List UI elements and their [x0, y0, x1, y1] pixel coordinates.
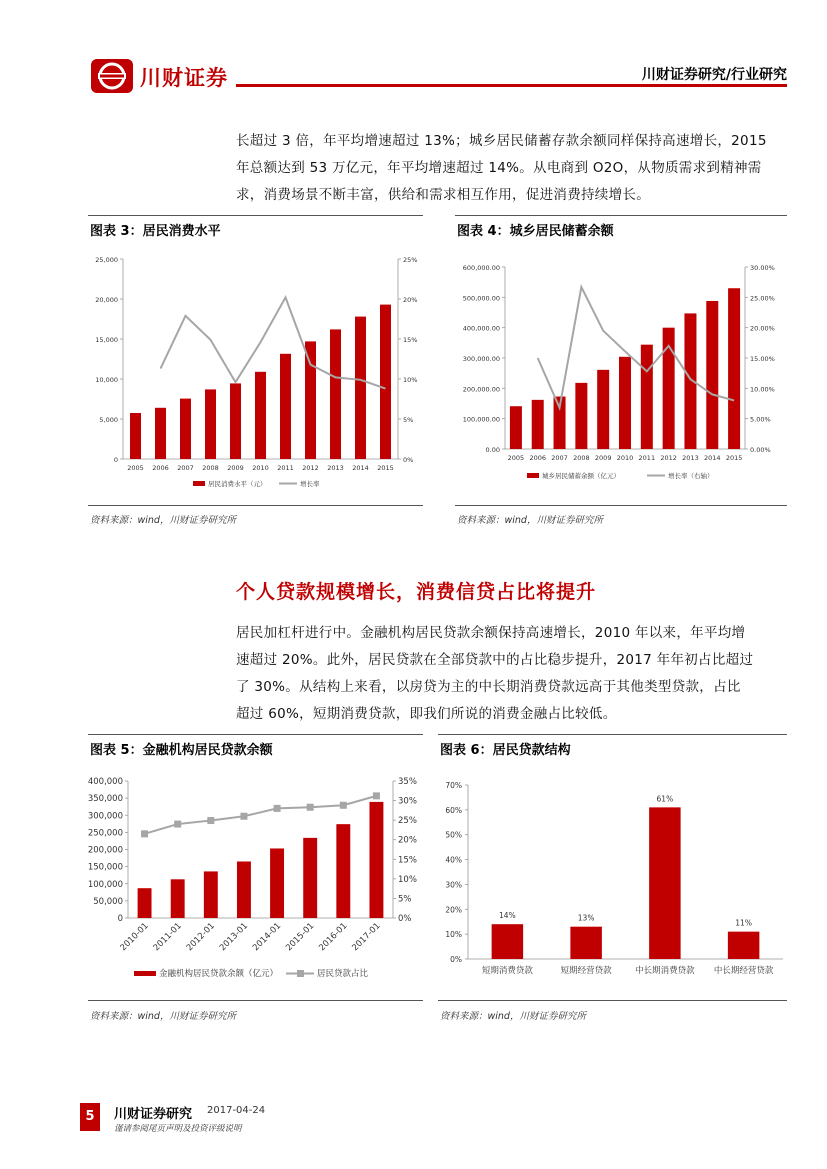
x-tick-label: 2017-01 — [350, 921, 383, 954]
chart3-top-rule — [88, 215, 423, 216]
x-tick-label: 短期消费贷款 — [481, 966, 533, 976]
y-tick-label: 600,000.00 — [462, 264, 500, 272]
bar — [230, 383, 241, 459]
bar — [492, 924, 524, 959]
y-tick-label: 25,000 — [95, 256, 118, 264]
x-tick-label: 2010 — [252, 464, 269, 472]
x-tick-label: 2007 — [177, 464, 194, 472]
x-tick-label: 2006 — [152, 464, 169, 472]
chart5-household-loans — [88, 765, 428, 995]
y2-tick-label: 0% — [403, 456, 414, 464]
intro-line: 年总额达到 53 万亿元，年平均增速超过 14%。从电商到 O2O，从物质需求到精神需 — [236, 160, 762, 176]
chart5-source: 资料来源：wind，川财证券研究所 — [90, 1011, 236, 1022]
bar — [171, 879, 185, 918]
bar — [303, 838, 317, 918]
bar — [619, 357, 631, 449]
chart4-title: 图表 4：城乡居民储蓄余额 — [457, 224, 614, 239]
chart4-top-rule — [455, 215, 787, 216]
y-tick-label: 0 — [117, 914, 123, 924]
y-tick-label: 0.00 — [485, 446, 500, 454]
y-tick-label: 15,000 — [95, 336, 118, 344]
footer-brand: 川财证券研究 — [114, 1107, 193, 1122]
legend-bar-label: 金融机构居民贷款余额（亿元） — [159, 969, 279, 979]
y2-tick-label: 5% — [398, 894, 412, 905]
bar — [305, 341, 316, 459]
x-tick-label: 短期经营贷款 — [560, 966, 612, 976]
line-marker — [307, 804, 314, 811]
y-tick-label: 50% — [445, 830, 462, 840]
bar — [728, 932, 760, 959]
x-tick-label: 2005 — [507, 454, 525, 462]
chart5-title: 图表 5：金融机构居民贷款余额 — [90, 743, 273, 758]
y-tick-label: 40% — [445, 855, 462, 865]
chart6-loan-structure — [438, 765, 788, 995]
y-tick-label: 30% — [445, 880, 462, 890]
data-label: 61% — [656, 794, 674, 804]
chart6-bottom-rule — [438, 1000, 787, 1001]
x-tick-label: 2010-01 — [118, 921, 151, 954]
x-tick-label: 2006 — [529, 454, 547, 462]
x-tick-label: 2015-01 — [284, 921, 317, 954]
y-tick-label: 0% — [450, 955, 462, 964]
y-tick-label: 10% — [445, 930, 462, 940]
section-paragraph — [236, 620, 792, 728]
legend-line-label: 增长率 — [300, 480, 320, 488]
chart4-source: 资料来源：wind，川财证券研究所 — [457, 515, 603, 526]
header-title: 川财证券研究/行业研究 — [641, 67, 787, 83]
bar — [270, 848, 284, 918]
x-tick-label: 2008 — [573, 454, 590, 462]
bar — [641, 345, 653, 449]
bar — [728, 288, 740, 449]
section-line: 了 30%。从结构上来看，以房贷为主的中长期消费贷款远高于其他类型贷款，占比 — [236, 679, 741, 695]
chart5-bottom-rule — [88, 1000, 423, 1001]
y2-tick-label: 5% — [403, 416, 414, 424]
y-tick-label: 70% — [445, 781, 462, 790]
y2-tick-label: 30.00% — [750, 264, 775, 272]
bar — [380, 305, 391, 459]
y2-tick-label: 20% — [403, 296, 418, 304]
legend-bar-label: 居民消费水平（元） — [208, 480, 267, 488]
page-number: 5 — [85, 1109, 95, 1124]
y2-tick-label: 25.00% — [750, 294, 775, 303]
y2-tick-label: 15% — [403, 336, 418, 344]
page-number-box — [80, 1103, 100, 1131]
y2-tick-label: 15.00% — [750, 355, 775, 363]
data-label: 11% — [735, 918, 752, 928]
section-line: 超过 60%，短期消费贷款，即我们所说的消费金融占比较低。 — [236, 706, 617, 722]
bar — [237, 861, 251, 918]
section-line: 速超过 20%。此外，居民贷款在全部贷款中的占比稳步提升，2017 年年初占比超过 — [236, 652, 754, 668]
chart4-savings-balance — [455, 240, 790, 495]
x-tick-label: 2012-01 — [184, 921, 217, 954]
y-tick-label: 5,000 — [99, 416, 118, 424]
chart3-source: 资料来源：wind，川财证券研究所 — [90, 515, 236, 526]
bar — [130, 413, 141, 459]
y-tick-label: 400,000 — [88, 777, 123, 787]
chart6-title: 图表 6：居民贷款结构 — [440, 743, 571, 758]
x-tick-label: 2014 — [703, 454, 721, 462]
x-tick-label: 2014-01 — [250, 921, 284, 954]
bar — [280, 354, 291, 459]
x-tick-label: 2014 — [352, 464, 369, 472]
chart3-consumption-level — [88, 240, 428, 495]
data-label: 13% — [577, 913, 595, 923]
intro-line: 长超过 3 倍，年平均增速超过 13%；城乡居民储蓄存款余额同样保持高速增长，2015 — [236, 133, 767, 149]
bar — [706, 301, 718, 449]
section-line: 居民加杠杆进行中。金融机构居民贷款余额保持高速增长，2010 年以来，年平均增 — [236, 625, 746, 641]
header-rule — [236, 84, 787, 87]
x-tick-label: 2012 — [660, 454, 677, 462]
y-tick-label: 100,000 — [88, 879, 123, 890]
y2-tick-label: 25% — [403, 256, 418, 264]
series-line — [161, 297, 386, 388]
intro-paragraph — [236, 128, 792, 209]
bar — [355, 317, 366, 459]
bar — [532, 400, 544, 449]
y-tick-label: 20% — [445, 905, 462, 915]
y2-tick-label: 20% — [398, 835, 417, 846]
data-label: 14% — [499, 911, 516, 921]
line-marker — [373, 792, 380, 799]
legend-line-label: 居民贷款占比 — [317, 969, 369, 979]
line-marker — [274, 805, 281, 812]
chart3-title: 图表 3：居民消费水平 — [90, 224, 221, 239]
bar — [204, 871, 218, 918]
y-tick-label: 350,000 — [88, 794, 123, 805]
x-tick-label: 中长期消费贷款 — [635, 966, 695, 976]
y2-tick-label: 10% — [403, 376, 418, 384]
y2-tick-label: 0% — [398, 914, 412, 924]
line-marker — [340, 802, 347, 809]
x-tick-label: 2005 — [127, 464, 144, 472]
chart6-top-rule — [438, 734, 787, 735]
y-tick-label: 250,000 — [88, 828, 123, 839]
bar — [205, 389, 216, 459]
y-tick-label: 10,000 — [95, 376, 118, 384]
y2-tick-label: 10.00% — [750, 385, 775, 394]
bar — [155, 408, 166, 459]
bar — [330, 329, 341, 459]
bar — [180, 399, 191, 459]
legend-bar-swatch — [193, 481, 205, 486]
bar — [597, 370, 609, 449]
chart4-bottom-rule — [455, 505, 787, 506]
brand-name: 川财证券 — [140, 66, 228, 90]
y-tick-label: 150,000 — [88, 862, 123, 873]
bar — [138, 888, 152, 918]
section-heading: 个人贷款规模增长，消费信贷占比将提升 — [236, 581, 597, 603]
x-tick-label: 2015 — [377, 464, 394, 472]
y-tick-label: 20,000 — [95, 296, 118, 304]
x-tick-label: 2013 — [682, 454, 699, 462]
bar — [570, 927, 602, 959]
line-marker — [174, 821, 181, 828]
y-tick-label: 300,000.00 — [462, 355, 500, 363]
y2-tick-label: 0.00% — [750, 446, 771, 454]
footer-disclaimer: 谨请参阅尾页声明及投资评级说明 — [114, 1124, 242, 1134]
x-tick-label: 2013-01 — [217, 921, 251, 954]
y-tick-label: 100,000.00 — [462, 415, 500, 424]
chart6-source: 资料来源：wind，川财证券研究所 — [440, 1011, 586, 1022]
bar — [575, 383, 587, 449]
x-tick-label: 2008 — [202, 464, 219, 472]
y2-tick-label: 25% — [398, 816, 417, 827]
y-tick-label: 300,000 — [88, 811, 123, 822]
y-tick-label: 50,000 — [93, 896, 123, 907]
chart3-bottom-rule — [88, 505, 423, 506]
y2-tick-label: 35% — [398, 777, 417, 787]
x-tick-label: 2011 — [277, 464, 294, 472]
line-marker — [207, 817, 214, 824]
bar — [369, 802, 383, 918]
x-tick-label: 2009 — [227, 464, 244, 472]
y2-tick-label: 10% — [398, 874, 417, 885]
x-tick-label: 2015 — [725, 454, 743, 462]
line-marker — [240, 813, 247, 820]
x-tick-label: 2013 — [327, 464, 344, 472]
y2-tick-label: 20.00% — [750, 324, 775, 333]
footer-date: 2017-04-24 — [207, 1105, 266, 1116]
line-marker — [141, 830, 148, 837]
series-line — [538, 287, 734, 408]
y2-tick-label: 30% — [398, 796, 417, 807]
bar — [336, 824, 350, 918]
intro-line: 求，消费场景不断丰富，供给和需求相互作用，促进消费持续增长。 — [236, 187, 650, 203]
bar — [649, 807, 681, 959]
y-tick-label: 500,000.00 — [462, 294, 500, 303]
x-tick-label: 中长期经营贷款 — [713, 966, 774, 976]
legend-bar-label: 城乡居民储蓄余额（亿元） — [542, 472, 620, 480]
legend-bar-swatch — [134, 971, 156, 976]
y-tick-label: 0 — [113, 456, 118, 464]
y2-tick-label: 5.00% — [750, 415, 771, 424]
x-tick-label: 2011-01 — [151, 921, 184, 954]
brand-logo-icon — [90, 58, 134, 94]
brand-logo — [90, 58, 134, 94]
x-tick-label: 2012 — [302, 464, 319, 472]
legend-line-label: 增长率（右轴） — [668, 472, 714, 480]
legend-bar-swatch — [527, 473, 539, 478]
bar — [510, 406, 522, 449]
x-tick-label: 2016-01 — [317, 921, 350, 954]
chart5-top-rule — [88, 734, 423, 735]
legend-line-marker — [297, 970, 304, 977]
y-tick-label: 60% — [445, 805, 462, 815]
y-tick-label: 200,000 — [88, 845, 123, 856]
y2-tick-label: 15% — [398, 855, 417, 866]
x-tick-label: 2010 — [616, 454, 634, 462]
x-tick-label: 2009 — [594, 454, 612, 462]
y-tick-label: 200,000.00 — [462, 385, 500, 394]
x-tick-label: 2011 — [638, 454, 656, 462]
bar — [255, 372, 266, 459]
y-tick-label: 400,000.00 — [462, 324, 500, 333]
x-tick-label: 2007 — [551, 454, 568, 462]
